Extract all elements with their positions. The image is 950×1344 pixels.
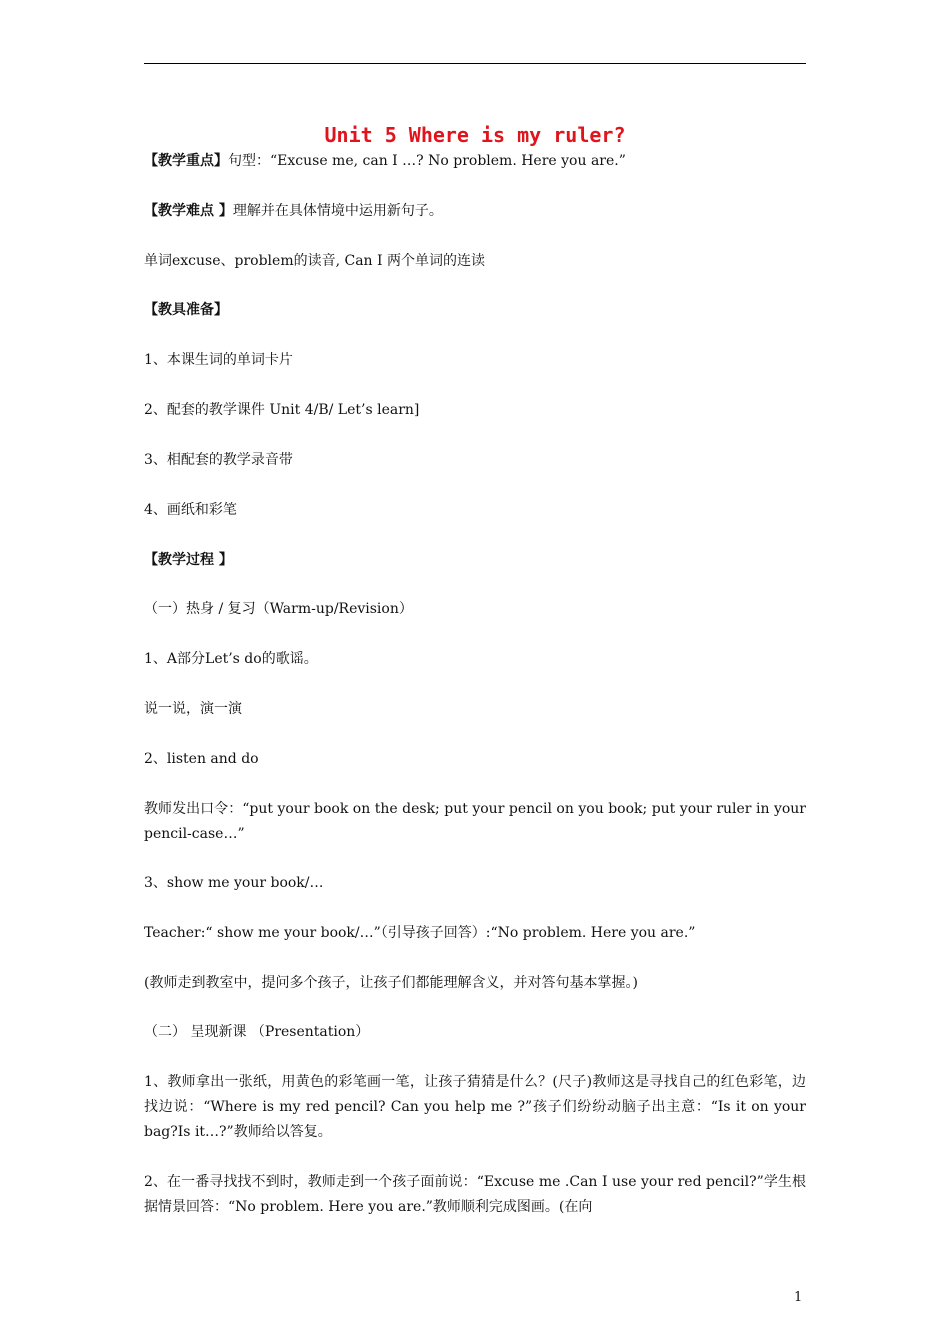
- header-rule: [144, 63, 806, 64]
- difficulty-text: 理解并在具体情境中运用新句子。: [232, 203, 443, 219]
- key-points-label: 【教学重点】: [144, 153, 228, 169]
- process-heading: 【教学过程 】: [144, 552, 233, 568]
- page-number: 1: [794, 1290, 803, 1305]
- difficulty-line: [144, 199, 806, 224]
- s1-item2-text: 教师发出口令：“put your book on the desk; put your pencil on you book; put your ruler in your pencil-case…”: [144, 801, 806, 842]
- section2-heading: （二） 呈现新课 （Presentation）: [144, 1024, 370, 1040]
- s1-item3-note: (教师走到教室中，提问多个孩子，让孩子们都能理解含义，并对答句基本掌握。): [144, 975, 638, 991]
- section1-heading: （一）热身 / 复习（Warm-up/Revision）: [144, 601, 413, 617]
- difficulty-label: 【教学难点 】: [144, 203, 233, 219]
- s2-item1: 1、教师拿出一张纸，用黄色的彩笔画一笔，让孩子猜猜是什么？(尺子)教师这是寻找自己的红色彩笔，边找边说：“Where is my red pencil? Can you help me ?”孩子们纷纷动脑子出主意：“Is it on your bag?Is it…?”教师给以答复。: [144, 1074, 806, 1140]
- key-points-text: 句型：“Excuse me, can I …? No problem. Here you are.”: [228, 153, 626, 169]
- document-title: Unit 5 Where is my ruler?: [324, 123, 626, 147]
- materials-item: 4、画纸和彩笔: [144, 502, 237, 518]
- s1-item3-teacher: Teacher:“ show me your book/…”（引导孩子回答）:“No problem. Here you are.”: [144, 925, 696, 941]
- materials-item: 2、配套的教学课件 Unit 4/B/ Let’s learn]: [144, 402, 420, 418]
- s1-item3: 3、show me your book/…: [144, 875, 324, 891]
- s1-item2: 2、listen and do: [144, 751, 259, 767]
- materials-heading: 【教具准备】: [144, 302, 228, 318]
- s1-item1: 1、A部分Let’s do的歌谣。: [144, 651, 318, 667]
- materials-item: 1、本课生词的单词卡片: [144, 352, 293, 368]
- s1-item1-note: 说一说，演一演: [144, 701, 242, 717]
- key-points-line: [144, 149, 806, 174]
- s2-item2: 2、在一番寻找找不到时，教师走到一个孩子面前说：“Excuse me .Can I use your red pencil?”学生根据情景回答：“No problem. Here you are.”教师顺利完成图画。(在向: [144, 1174, 806, 1215]
- materials-item: 3、相配套的教学录音带: [144, 452, 293, 468]
- difficulty-extra: 单词excuse、problem的读音, Can I 两个单词的连读: [144, 253, 485, 269]
